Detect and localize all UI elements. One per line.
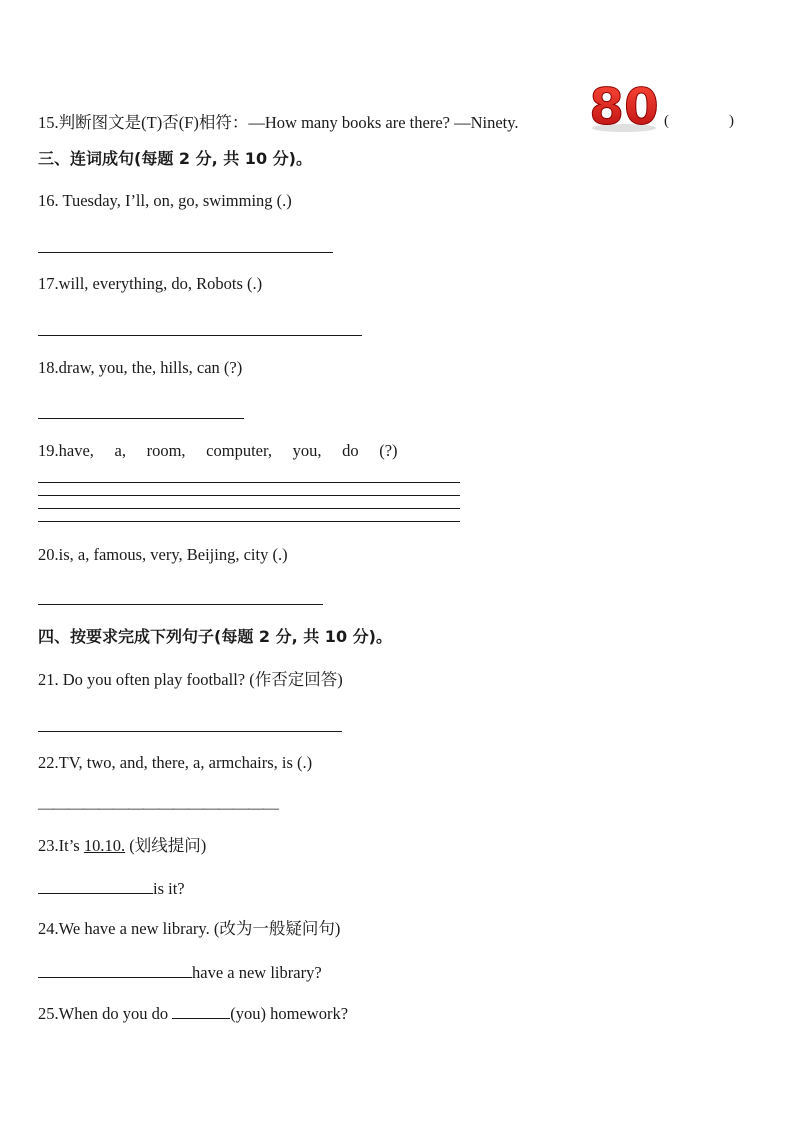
answer-line-19b[interactable] (38, 495, 460, 496)
answer-dash-line-22[interactable]: ———————————————— (38, 800, 278, 817)
section-4-heading: 四、按要求完成下列句子(每题 2 分, 共 10 分)。 (38, 627, 392, 646)
question-16: 16. Tuesday, I’ll, on, go, swimming (.) (38, 191, 292, 210)
section-3-heading: 三、连词成句(每题 2 分, 共 10 分)。 (38, 149, 312, 168)
answer-23: is it? (38, 877, 185, 899)
svg-text:80: 80 (589, 78, 659, 134)
question-20: 20.is, a, famous, very, Beijing, city (.) (38, 545, 288, 564)
question-17: 17.will, everything, do, Robots (.) (38, 274, 263, 293)
answer-line-19a[interactable] (38, 482, 460, 483)
question-15-text: 15.判断图文是(T)否(F)相符：—How many books are there? —Ninety. (38, 113, 519, 132)
question-25: 25.When do you do (you) homework? (38, 1004, 349, 1023)
question-19: 19.have, a, room, computer, you, do (?) (38, 441, 398, 460)
answer-blank-23[interactable] (38, 877, 153, 894)
answer-line-21[interactable] (38, 731, 342, 732)
question-18: 18.draw, you, the, hills, can (?) (38, 358, 243, 377)
answer-line-20[interactable] (38, 604, 323, 605)
answer-24: have a new library? (38, 961, 322, 983)
answer-line-16[interactable] (38, 252, 333, 253)
answer-parentheses[interactable]: ( ) (664, 113, 734, 129)
answer-blank-25[interactable] (172, 1002, 230, 1019)
answer-line-17[interactable] (38, 335, 362, 336)
question-21: 21. Do you often play football? (作否定回答) (38, 670, 343, 689)
answer-blank-24[interactable] (38, 961, 192, 978)
answer-line-18[interactable] (38, 418, 244, 419)
question-24: 24.We have a new library. (改为一般疑问句) (38, 919, 341, 938)
answer-line-19d[interactable] (38, 521, 460, 522)
answer-line-19c[interactable] (38, 508, 460, 509)
question-23: 23.It’s 10.10. (划线提问) (38, 836, 207, 855)
number-80-image (588, 78, 660, 134)
question-15 (38, 113, 519, 133)
question-22: 22.TV, two, and, there, a, armchairs, is (.) (38, 753, 313, 772)
underlined-time: 10.10. (83, 836, 126, 855)
